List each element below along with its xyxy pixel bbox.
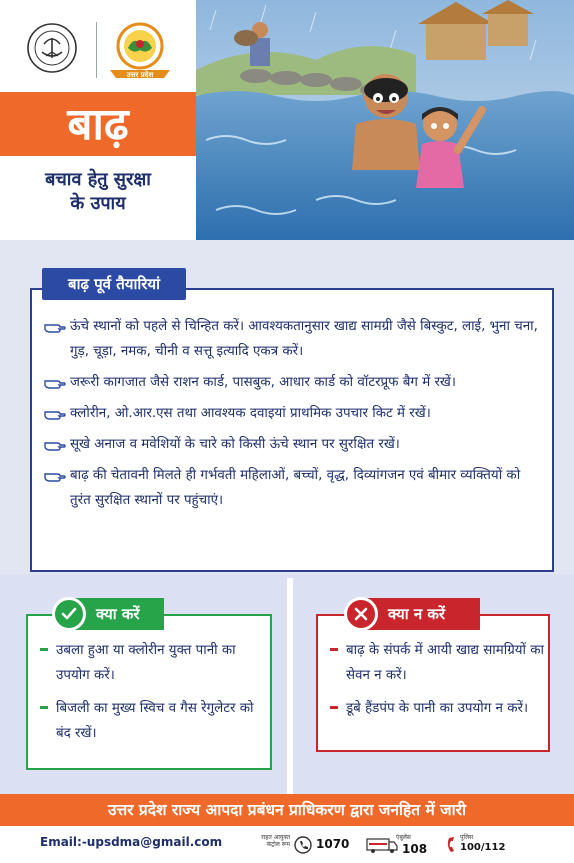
sdma-ribbon-text: उत्तर प्रदेश [126,71,154,79]
list-item [330,638,546,688]
page-title: बाढ़ [67,99,129,150]
police-phone-icon [446,836,460,854]
pointing-hand-icon [44,376,66,390]
preparation-item-text: सूखे अनाज व मवेशियों के चारे को किसी ऊंचे स्थान पर सुरक्षित रखें। [70,437,400,452]
helpline-number: 108 [402,842,428,856]
preparation-list [42,314,542,519]
phone-icon [294,836,312,854]
helpline-police[interactable] [446,832,526,858]
subtitle-line-2: के उपाय [70,193,126,214]
helpline-label: पुलिस [460,834,474,841]
dont-item-text: बाढ़ के संपर्क में आयी खाद्य सामग्रियों का सेवन न करें। [346,643,544,683]
email-link[interactable]: Email:-upsdma@gmail.com [40,835,223,849]
helpline-ambulance[interactable] [366,832,446,858]
authority-footer: उत्तर प्रदेश राज्य आपदा प्रबंधन प्राधिकरण द्वारा जनहित में जारी [0,794,574,826]
dont-item-text: डूबे हैंडपंप के पानी का उपयोग न करें। [346,701,529,716]
bullet-dash [40,706,48,709]
subtitle-line-1: बचाव हेतु सुरक्षा [45,169,151,190]
bullet-dash [40,648,48,651]
do-list [40,638,266,754]
contact-row [0,826,574,863]
preparation-heading: बाढ़ पूर्व तैयारियां [42,268,186,300]
list-item [330,696,546,721]
flood-illustration [196,0,574,240]
cross-icon [344,597,378,631]
up-sdma-logo [104,20,176,84]
helpline-number: 1070 [316,837,350,851]
helpline-label: राहत आयुक्त कंट्रोल रूम [261,834,290,848]
logo-divider [96,22,97,78]
list-item [42,370,542,395]
helpline-number: 100/112 [460,842,506,853]
preparation-item-text: जरूरी कागजात जैसे राशन कार्ड, पासबुक, आधार कार्ड को वॉटरप्रूफ बैग में रखें। [70,375,456,390]
bullet-dash [330,648,338,651]
helpline-control-room[interactable] [250,832,354,858]
pointing-hand-icon [44,320,66,334]
dont-heading: क्या न करें [360,598,480,630]
pointing-hand-icon [44,407,66,421]
bullet-dash [330,706,338,709]
list-item [42,463,542,513]
preparation-item-text: बाढ़ की चेतावनी मिलते ही गर्भवती महिलाओं, बच्चों, वृद्ध, दिव्यांगजन एवं बीमार व्यक्तियों को तुरंत सुरक्षित स्थानों पर पहुंचाएं। [70,468,521,508]
helpline-label: एंबुलेंस [396,834,411,841]
pointing-hand-icon [44,469,66,483]
list-item [40,696,266,746]
logo-area [0,0,196,92]
ambulance-icon [366,836,398,854]
do-item-text: उबला हुआ या क्लोरीन युक्त पानी का उपयोग करें। [56,643,236,683]
dont-list [330,638,546,729]
preparation-item-text: ऊंचे स्थानों को पहले से चिन्हित करें। आवश्यकतानुसार खाद्य सामग्री जैसे बिस्कुट, लाई, भुना चना, गुड़, चूड़ा, नमक, चीनी व सत्तू इत्यादि एकत्र करें। [70,319,538,359]
list-item [42,432,542,457]
list-item [42,314,542,364]
do-heading: क्या करें [68,598,164,630]
section-divider [287,578,293,794]
list-item [42,401,542,426]
up-government-emblem [26,22,78,74]
list-item [40,638,266,688]
check-icon [52,597,86,631]
pointing-hand-icon [44,438,66,452]
page-subtitle [0,168,196,216]
preparation-item-text: क्लोरीन, ओ.आर.एस तथा आवश्यक दवाइयां प्राथमिक उपचार किट में रखें। [70,406,431,421]
do-item-text: बिजली का मुख्य स्विच व गैस रेगुलेटर को बंद रखें। [56,701,254,741]
